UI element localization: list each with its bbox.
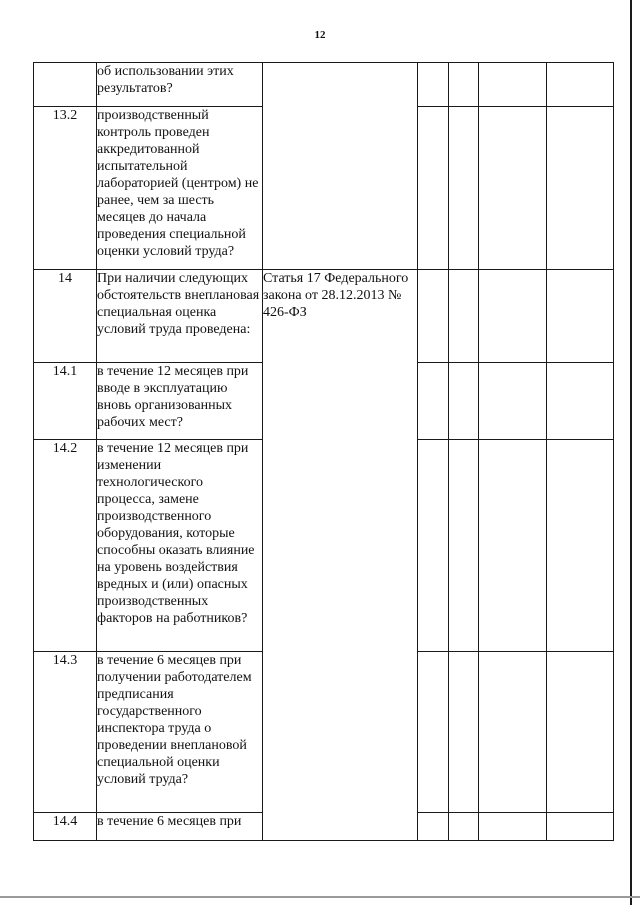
question-cell: в течение 6 месяцев при <box>97 813 263 841</box>
answer-yes-cell <box>418 107 449 270</box>
item-number: 14.3 <box>34 652 97 813</box>
table-row <box>34 63 614 107</box>
answer-yes-cell <box>418 652 449 813</box>
answer-na-cell <box>479 63 547 107</box>
answer-no-cell <box>449 813 479 841</box>
answer-no-cell <box>449 363 479 440</box>
item-number: 14.4 <box>34 813 97 841</box>
item-number: 14.2 <box>34 440 97 652</box>
answer-no-cell <box>449 652 479 813</box>
question-cell: в течение 6 месяцев при получении работодателем предписания государственного инспектора труда о проведении внеплановой специальной оценки условий труда? <box>97 652 263 813</box>
table-row <box>34 270 614 363</box>
comment-cell <box>547 813 614 841</box>
item-number <box>34 63 97 107</box>
answer-yes-cell <box>418 363 449 440</box>
legal-reference-cell: Статья 17 Федерального закона от 28.12.2013 № 426-ФЗ <box>263 270 418 841</box>
answer-yes-cell <box>418 270 449 363</box>
answer-na-cell <box>479 440 547 652</box>
question-cell: в течение 12 месяцев при вводе в эксплуатацию вновь организованных рабочих мест? <box>97 363 263 440</box>
answer-yes-cell <box>418 63 449 107</box>
question-cell: в течение 12 месяцев при изменении технологического процесса, замене производственного оборудования, которые способны оказать влияние на уровень воздействия вредных и (или) опасных производственных факторов на работников? <box>97 440 263 652</box>
page-edge-right <box>630 0 632 905</box>
answer-yes-cell <box>418 813 449 841</box>
question-cell: При наличии следующих обстоятельств внеплановая специальная оценка условий труда проведена: <box>97 270 263 363</box>
answer-no-cell <box>449 270 479 363</box>
comment-cell <box>547 107 614 270</box>
checklist-table <box>33 62 614 841</box>
item-number: 13.2 <box>34 107 97 270</box>
answer-na-cell <box>479 813 547 841</box>
comment-cell <box>547 363 614 440</box>
answer-yes-cell <box>418 440 449 652</box>
legal-reference-cell-empty <box>263 63 418 270</box>
item-number: 14.1 <box>34 363 97 440</box>
item-number: 14 <box>34 270 97 363</box>
answer-no-cell <box>449 440 479 652</box>
answer-na-cell <box>479 363 547 440</box>
comment-cell <box>547 270 614 363</box>
answer-no-cell <box>449 107 479 270</box>
answer-na-cell <box>479 107 547 270</box>
answer-na-cell <box>479 652 547 813</box>
comment-cell <box>547 63 614 107</box>
answer-na-cell <box>479 270 547 363</box>
question-cell: производственный контроль проведен аккредитованной испытательной лабораторией (центром) не ранее, чем за шесть месяцев до начала проведения специальной оценки условий труда? <box>97 107 263 270</box>
answer-no-cell <box>449 63 479 107</box>
question-cell: об использовании этих результатов? <box>97 63 263 107</box>
page-number: 12 <box>314 29 326 41</box>
comment-cell <box>547 652 614 813</box>
page-edge-bottom <box>0 896 640 898</box>
comment-cell <box>547 440 614 652</box>
